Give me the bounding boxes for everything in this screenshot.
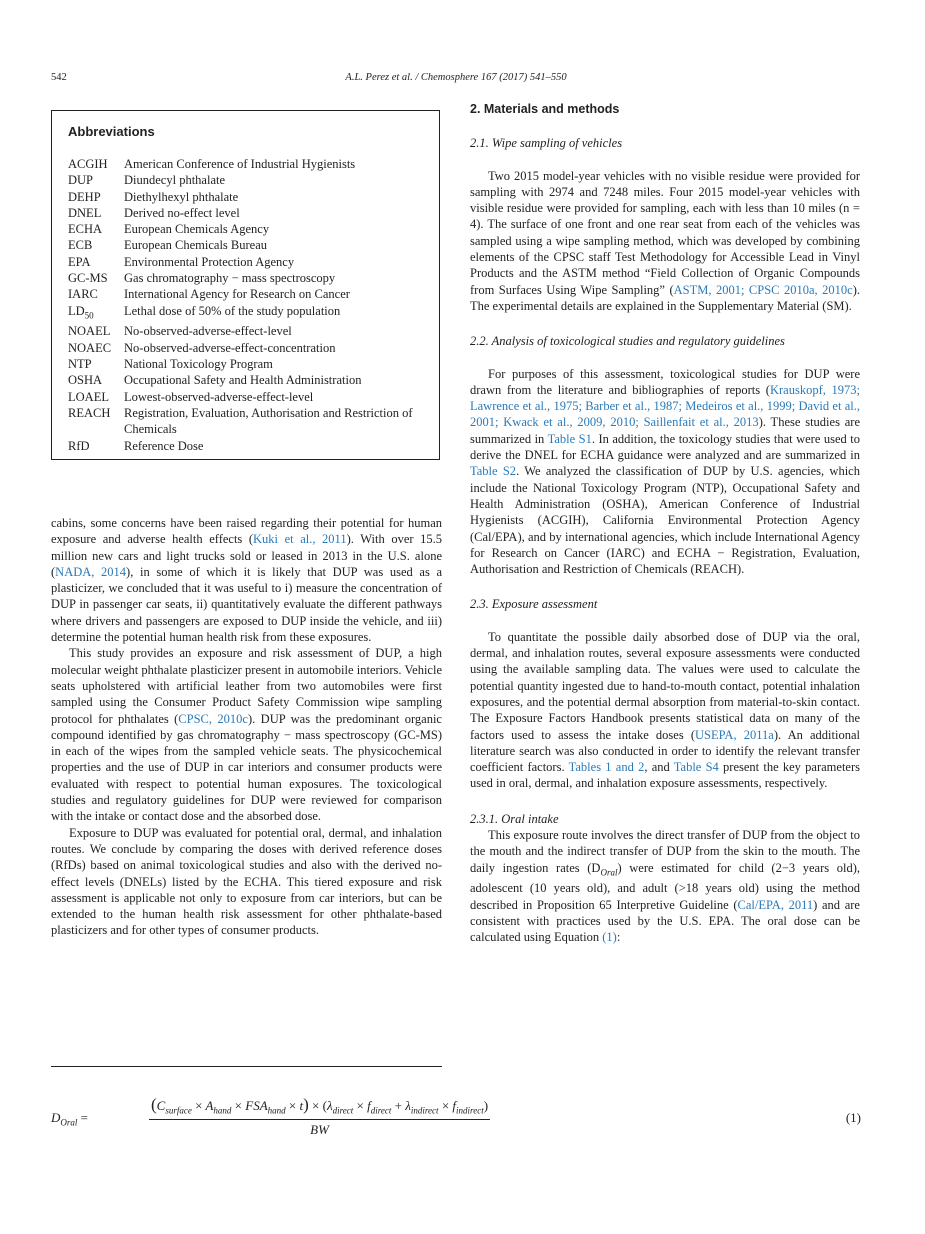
equation-denominator: BW: [310, 1121, 329, 1137]
abbreviations-box: [51, 110, 440, 460]
abbreviation-row: [68, 438, 423, 454]
journal-citation: A.L. Perez et al. / Chemosphere 167 (2017) 541–550: [345, 72, 567, 83]
abbreviation-row: [68, 156, 423, 172]
abbreviation-row: [68, 221, 423, 237]
abbreviation-term: RfD: [68, 438, 90, 453]
table-link[interactable]: Table S2: [470, 464, 517, 479]
abbreviation-definition: European Chemicals Bureau: [124, 238, 268, 253]
abbreviation-term: GC-MS: [68, 271, 108, 286]
abbreviation-row: [68, 405, 423, 438]
section-heading: 2. Materials and methods: [470, 102, 620, 116]
abbreviation-definition: International Agency for Research on Cancer: [124, 287, 350, 302]
abbreviation-definition: Lowest-observed-adverse-effect-level: [124, 389, 314, 404]
citation-link[interactable]: ASTM, 2001; CPSC 2010a, 2010c: [673, 282, 853, 297]
abbreviation-definition: Diundecyl phthalate: [124, 173, 226, 188]
citation-link[interactable]: Kuki et al., 2011: [253, 532, 347, 547]
abbreviation-row: [68, 389, 423, 405]
abbreviation-row: [68, 372, 423, 388]
citation-link[interactable]: NADA, 2014: [55, 564, 127, 579]
subsection-heading: 2.1. Wipe sampling of vehicles: [470, 136, 623, 151]
abbreviation-row: [68, 286, 423, 302]
citation-link[interactable]: USEPA, 2011a: [695, 727, 774, 742]
abbreviation-term: $LD_{50}$: [68, 303, 94, 321]
abbreviation-row: [68, 270, 423, 286]
equation-fraction: [149, 1095, 490, 1138]
abbreviation-term: ECB: [68, 238, 93, 253]
abbreviation-row: [68, 172, 423, 188]
abbreviation-term: NOAEC: [68, 340, 112, 355]
equation-number: (1): [845, 1110, 861, 1125]
table-link[interactable]: Table S1: [547, 431, 592, 446]
intro-paragraph-1: cabins, some concerns have been raised regarding their potential for human exposure and adverse health effects (Kuki et al., 2011). With over 15.5 million new cars and light trucks sold or leased in 2013 in the U.S. alone (NADA, 2014), in some of which it is likely that DUP was used as a plasticizer, we concluded that it was useful to i) measure the concentration of DUP in passenger car seats, ii) quantitatively evaluate the different pathways where drivers and passengers are exposed to DUP inside the vehicle, and iii) determine the potential human health risk from these exposures.: [51, 516, 442, 645]
intro-paragraph-2: This study provides an exposure and risk assessment of DUP, a high molecular weight phthalate plasticizer present in automobile interiors. Vehicle seats upholstered with artificial leather from two automobiles were first sampled using the Consumer Product Safety Commission wipe sampling protocol for phthalates (CPSC, 2010c). DUP was the predominant organic compound identified by gas chromatography − mass spectroscopy (GC-MS) in each of the wipes from the sampled vehicle seats. The physicochemical properties and the use of DUP in car interiors and consumer products were evaluated with respect to potential human exposures. The toxicological studies and regulatory guidelines for DUP were reviewed for comparison with the intake or contact dose and the absorbed dose.: [51, 646, 442, 824]
subsection-heading: 2.2. Analysis of toxicological studies and regulatory guidelines: [470, 334, 785, 349]
abbreviation-term: OSHA: [68, 373, 103, 388]
citation-link[interactable]: Krauskopf, 1973; Lawrence et al., 1975; Barber et al., 1987; Medeiros et al., 1999; David et al., 2001; Kwack et al., 2009, 2010; Saillenfait et al., 2013: [470, 382, 860, 430]
abbreviation-row: [68, 189, 423, 205]
abbreviation-row: [68, 323, 423, 339]
abbreviation-definition: No-observed-adverse-effect-level: [124, 324, 292, 339]
abbreviation-definition: American Conference of Industrial Hygienists: [124, 157, 356, 171]
abbreviation-term: ECHA: [68, 222, 103, 237]
table-link[interactable]: Tables 1 and 2: [568, 760, 645, 775]
abbreviation-term: DUP: [68, 173, 94, 188]
intro-paragraph-3: Exposure to DUP was evaluated for potential oral, dermal, and inhalation routes. We conclude by comparing the doses with derived reference doses (RfDs) based on animal toxicological studies and also with the derived no-effect levels (DNELs) listed by the ECHA. This tiered exposure and risk assessment is applicable not only to exposure from car interiors, but can be extended to the human health risk assessment for other phthalate-based plasticizers and for other types of consumer products.: [51, 825, 442, 938]
abbreviation-row: [68, 356, 423, 372]
abbreviation-definition: Environmental Protection Agency: [124, 254, 295, 269]
abbreviation-term: REACH: [68, 405, 111, 420]
abbreviation-term: DNEL: [68, 205, 102, 220]
equation-lhs: $D_{Oral}$ =: [51, 1110, 88, 1128]
abbreviation-term: DEHP: [68, 189, 101, 204]
abbreviation-definition: No-observed-adverse-effect-concentration: [124, 340, 336, 355]
abbreviation-term: NOAEL: [68, 324, 111, 339]
abbreviation-definition: Occupational Safety and Health Administration: [124, 373, 362, 388]
paragraph: To quantitate the possible daily absorbed dose of DUP via the oral, dermal, and inhalation routes, several exposure assessments were conducted using the available sampling data. The values were used to calculate the potential quantity ingested due to hand-to-mouth contact, potential inhalation exposures, and the potential dermal absorption from material-to-skin contact. The Exposure Factors Handbook presents statistical data on many of the factors used to assess the intake doses (USEPA, 2011a). An additional literature search was also conducted in order to identify the relevant transfer coefficient factors. Tables 1 and 2, and Table S4 present the key parameters used in oral, dermal, and inhalation exposure assessments, respectively.: [470, 629, 860, 791]
table-link[interactable]: Table S4: [673, 760, 719, 775]
equation-numerator: $(C_{surface} \times A_{hand} \times FSA_{hand} \times t) \times (\lambda_{direct} \times f_{direct} + \lambda_{indirect} \times f_{indirect})$: [149, 1095, 490, 1120]
paragraph: Two 2015 model-year vehicles with no visible residue were provided for sampling with 2974 and 7248 miles. Four 2015 model-year vehicles with visible residue were provided for sampling, each with less than 10 miles (n = 4). The surface of one front and one rear seat from each of the vehicles was sampled using a wipe sampling method, which was developed by combining elements of the CPSC staff Test Methodology for Accessible Lead in Vinyl Products and the ASTM method “Field Collection of Organic Compounds from Surfaces Using Wipe Sampling” (ASTM, 2001; CPSC 2010a, 2010c). The experimental details are explained in the Supplementary Material (SM).: [470, 168, 861, 313]
paragraph: This exposure route involves the direct transfer of DUP from the object to the mouth and the indirect transfer of DUP from the skin to the mouth. The daily ingestion rates $(D_{Oral})$ were estimated for child (2−3 years old), adolescent (10 years old), and adult (>18 years old) using the method described in Proposition 65 Interpretive Guideline (Cal/EPA, 2011) and are consistent with practices used by the U.S. EPA. The oral dose can be calculated using Equation (1):: [470, 827, 860, 945]
abbreviation-definition: Derived no-effect level: [124, 205, 240, 220]
left-column: [51, 515, 442, 939]
abbreviations-list: [68, 156, 423, 454]
abbreviation-definition: Lethal dose of 50% of the study population: [124, 303, 341, 318]
abbreviation-row: [68, 205, 423, 221]
page-number: 542: [51, 72, 67, 83]
abbreviation-term: LOAEL: [68, 389, 109, 404]
abbreviation-row: [68, 340, 423, 356]
citation-link[interactable]: Cal/EPA, 2011: [737, 897, 814, 912]
abbreviation-definition: Gas chromatography − mass spectroscopy: [124, 271, 336, 286]
paragraph: For purposes of this assessment, toxicological studies for DUP were drawn from the literature and bibliographies of reports (Krauskopf, 1973; Lawrence et al., 1975; Barber et al., 1987; Medeiros et al., 1999; David et al., 2001; Kwack et al., 2009, 2010; Saillenfait et al., 2013). These studies are summarized in Table S1. In addition, the toxicology studies that were used to derive the DNEL for ECHA guidance were analyzed and are summarized in Table S2. We analyzed the classification of DUP by U.S. agencies, which include the National Toxicology Program (NTP), Occupational Safety and Health Administration (OSHA), American Conference of Industrial Hygienists (ACGIH), California Environmental Protection Agency (Cal/EPA), and by international agencies, which include International Agency for Research on Cancer (IARC) and ECHA − Registration, Evaluation, Authorisation and Restriction of Chemicals (REACH).: [470, 366, 860, 577]
abbreviation-row: [68, 303, 423, 324]
abbreviation-definition: National Toxicology Program: [124, 357, 273, 372]
abbreviation-row: [68, 237, 423, 253]
abbreviation-term: EPA: [68, 254, 91, 269]
abbreviation-term: IARC: [68, 287, 98, 302]
abbreviation-term: ACGIH: [68, 157, 108, 171]
citation-link[interactable]: CPSC, 2010c: [178, 711, 248, 726]
subsection-heading: 2.3. Exposure assessment: [470, 597, 598, 612]
right-column: [470, 101, 860, 946]
abbreviations-title: Abbreviations: [68, 124, 155, 139]
abbreviation-term: NTP: [68, 357, 92, 372]
abbreviation-definition: Diethylhexyl phthalate: [124, 189, 239, 204]
equation-link[interactable]: (1): [602, 930, 617, 945]
abbreviation-definition: Registration, Evaluation, Authorisation and Restriction of Chemicals: [124, 405, 413, 437]
abbreviation-row: [68, 254, 423, 270]
equation-1: [51, 1095, 861, 1145]
subsubsection-heading: 2.3.1. Oral intake: [470, 811, 559, 826]
abbreviation-definition: European Chemicals Agency: [124, 222, 270, 237]
footnote-rule: [51, 1066, 442, 1067]
abbreviation-definition: Reference Dose: [124, 438, 204, 453]
